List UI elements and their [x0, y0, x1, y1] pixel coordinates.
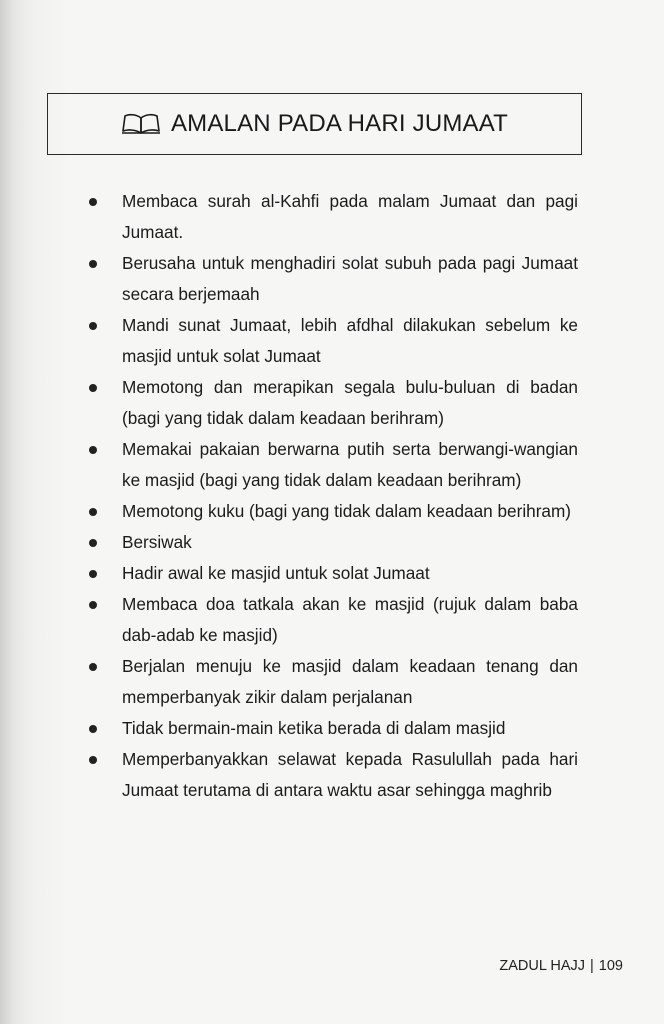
page-title: AMALAN PADA HARI JUMAAT: [170, 110, 509, 137]
list-item-text: Memakai pakaian berwarna putih serta berwangi-wangian ke masjid (bagi yang tidak dalam keadaan berihram): [122, 439, 578, 490]
list-item-text: Tidak bermain-main ketika berada di dalam masjid: [122, 718, 506, 738]
bullet-icon: [89, 601, 97, 609]
list-item: [86, 496, 578, 527]
list-item: [86, 558, 578, 589]
list-item: [86, 186, 578, 248]
bullet-icon: [89, 260, 97, 268]
list-item: [86, 744, 578, 806]
bullet-icon: [89, 663, 97, 671]
list-item-text: Berjalan menuju ke masjid dalam keadaan tenang dan memperbanyak zikir dalam perjalanan: [122, 656, 578, 707]
list-item: [86, 372, 578, 434]
bullet-icon: [89, 725, 97, 733]
bullet-icon: [89, 539, 97, 547]
list-item-text: Membaca surah al-Kahfi pada malam Jumaat dan pagi Jumaat.: [122, 191, 578, 242]
bullet-icon: [89, 384, 97, 392]
list-item-text: Berusaha untuk menghadiri solat subuh pada pagi Jumaat secara berjemaah: [122, 253, 578, 304]
list-item: [86, 589, 578, 651]
list-item-text: Bersiwak: [122, 532, 192, 552]
title-box: [47, 93, 582, 155]
page-number: 109: [598, 958, 623, 974]
list-item: [86, 434, 578, 496]
open-book-icon: [121, 113, 161, 135]
list-item: [86, 248, 578, 310]
bullet-icon: [89, 198, 97, 206]
list-item-text: Hadir awal ke masjid untuk solat Jumaat: [122, 563, 430, 583]
page-footer: [499, 958, 623, 974]
list-item-text: Mandi sunat Jumaat, lebih afdhal dilakukan sebelum ke masjid untuk solat Jumaat: [122, 315, 578, 366]
bullet-icon: [89, 508, 97, 516]
bullet-icon: [89, 756, 97, 764]
bullet-icon: [89, 570, 97, 578]
list-item: [86, 310, 578, 372]
list-item-text: Memotong dan merapikan segala bulu-buluan di badan (bagi yang tidak dalam keadaan berihram): [122, 377, 578, 428]
list-item: [86, 713, 578, 744]
book-title: ZADUL HAJJ: [499, 958, 586, 974]
list-item-text: Memperbanyakkan selawat kepada Rasulullah pada hari Jumaat terutama di antara waktu asar sehingga maghrib: [122, 749, 578, 800]
title-row: [121, 110, 508, 138]
practices-list: [86, 186, 578, 806]
bullet-icon: [89, 322, 97, 330]
bullet-icon: [89, 446, 97, 454]
list-item: [86, 651, 578, 713]
footer-separator: |: [590, 958, 594, 974]
list-item-text: Membaca doa tatkala akan ke masjid (rujuk dalam baba dab-adab ke masjid): [122, 594, 578, 645]
list-item-text: Memotong kuku (bagi yang tidak dalam keadaan berihram): [122, 501, 572, 521]
list-item: [86, 527, 578, 558]
